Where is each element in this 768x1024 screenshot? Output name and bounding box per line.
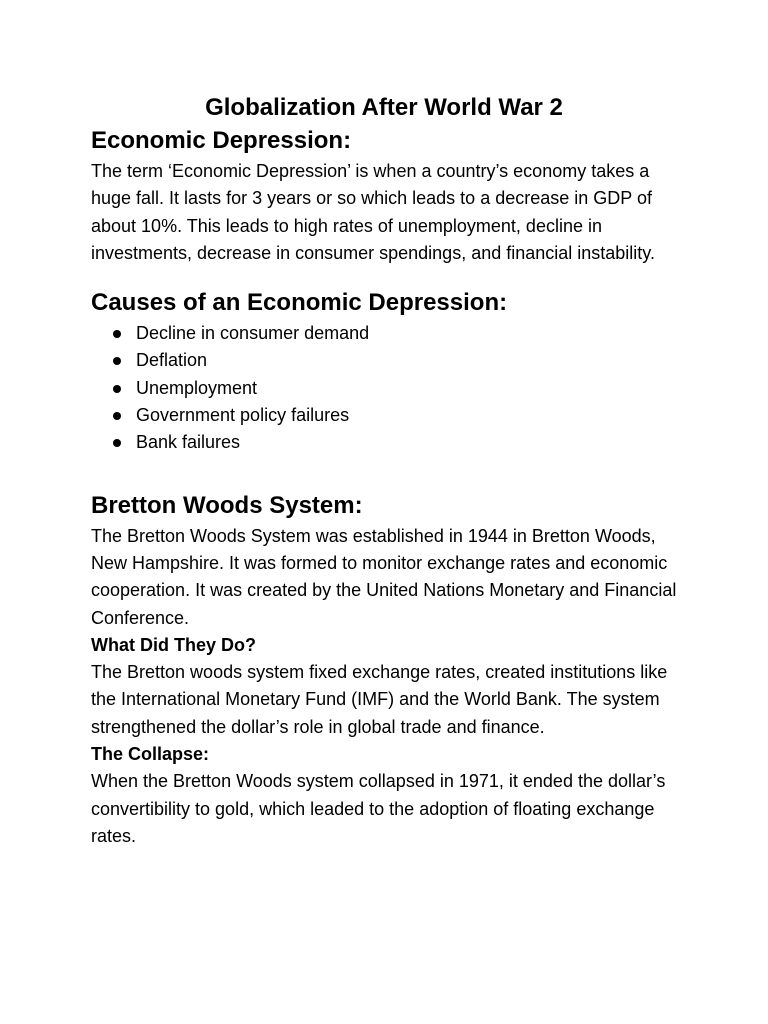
- document-page: [91, 92, 691, 850]
- section-heading-bretton-woods: Bretton Woods System:: [91, 491, 363, 519]
- list-item-text: Deflation: [136, 350, 208, 371]
- list-item: [91, 429, 691, 456]
- list-item: [91, 402, 691, 429]
- list-item-text: Government policy failures: [136, 405, 350, 426]
- what-did-they-do-paragraph: The Bretton woods system fixed exchange rates, created institutions like the International Monetary Fund (IMF) and the World Bank. The system strengthened the dollar’s role in global trade and finance.: [91, 662, 668, 737]
- list-item: [91, 347, 691, 374]
- subheading-what-did-they-do: What Did They Do?: [91, 634, 256, 655]
- section-heading-economic-depression: Economic Depression:: [91, 127, 352, 154]
- spacer: [91, 267, 691, 286]
- bullet-icon: [113, 357, 121, 365]
- bullet-icon: [113, 439, 121, 447]
- document-title: Globalization After World War 2: [205, 94, 563, 121]
- list-item-text: Decline in consumer demand: [136, 323, 370, 344]
- section-heading-causes: Causes of an Economic Depression:: [91, 289, 508, 317]
- subheading-the-collapse: The Collapse:: [91, 744, 210, 765]
- list-item: [91, 375, 691, 402]
- economic-depression-paragraph: The term ‘Economic Depression’ is when a country’s economy takes a huge fall. It lasts for 3 years or so which leads to a decrease in GDP of about 10%. This leads to high rates of unemployment, decline in investments, decrease in consumer spendings, and financial instability.: [91, 161, 655, 263]
- causes-list: [91, 320, 691, 456]
- bullet-icon: [113, 385, 121, 393]
- list-item-text: Bank failures: [136, 432, 241, 453]
- spacer: [91, 457, 691, 489]
- list-item: [91, 320, 691, 347]
- bullet-icon: [113, 330, 121, 338]
- bretton-woods-paragraph: The Bretton Woods System was established in 1944 in Bretton Woods, New Hampshire. It was formed to monitor exchange rates and economic cooperation. It was created by the United Nations Monetary and Financial Conference.: [91, 525, 677, 628]
- the-collapse-paragraph: When the Bretton Woods system collapsed in 1971, it ended the dollar’s convertibility to gold, which leaded to the adoption of floating exchange rates.: [91, 771, 666, 846]
- bullet-icon: [113, 412, 121, 420]
- list-item-text: Unemployment: [136, 377, 258, 398]
